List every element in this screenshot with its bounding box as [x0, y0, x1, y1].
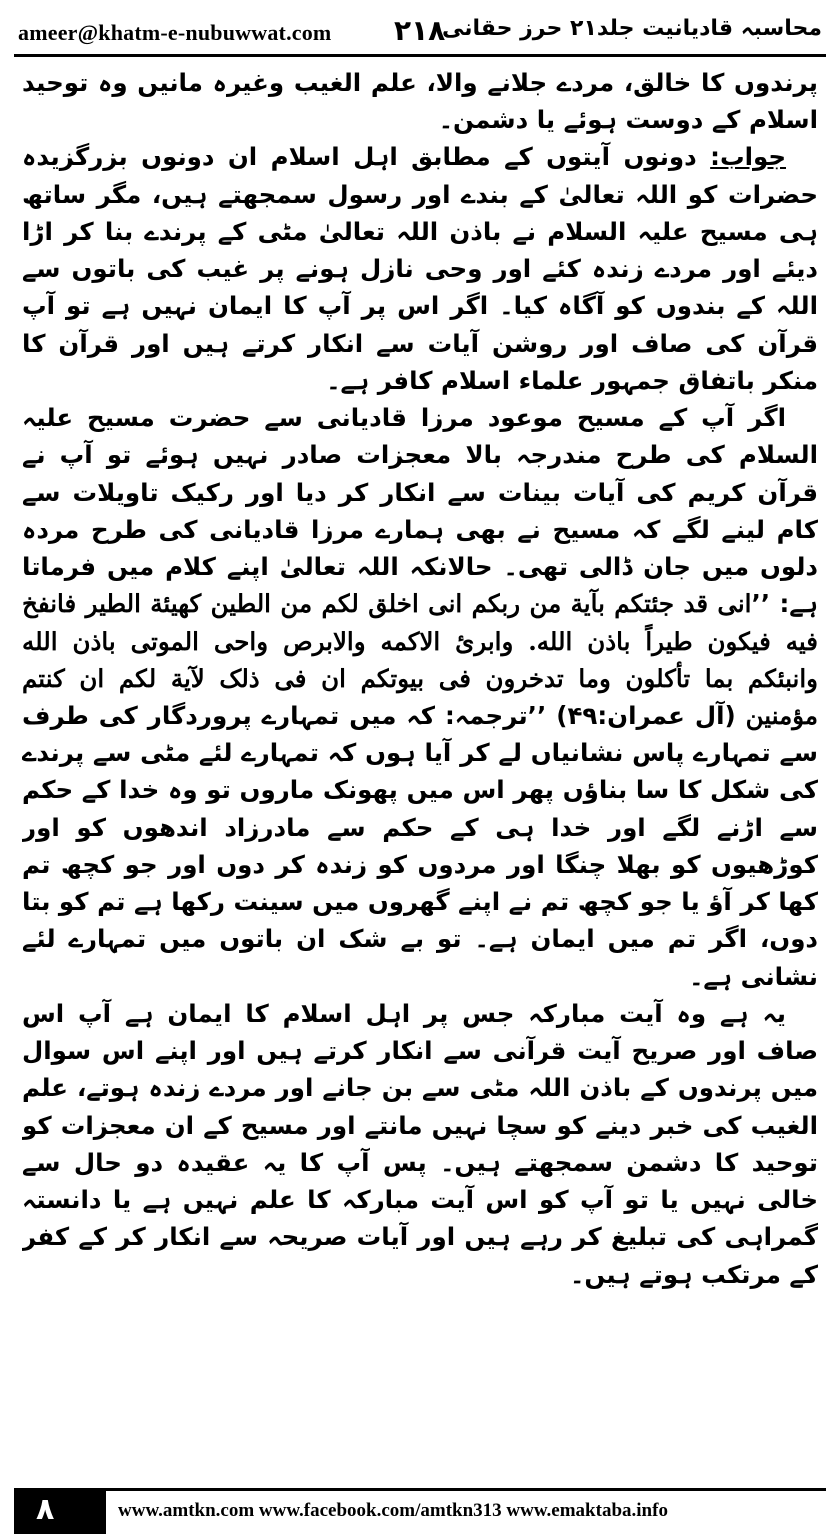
header-divider [14, 54, 826, 57]
paragraph-3 [22, 399, 818, 995]
quran-verse: انی قد جئتکم بآیة من ربکم انی اخلق لکم من الطین کهیئة الطیر فانفخ فیه فیکون طیراً باذن الله. وابرئ الاکمه والابرص واحی الموتی باذن الله وانبئکم بما تأکلون وما تدخرون فی بیوتکم ان فی ذلک لآیة لکم ان کنتم مؤمنین [22, 589, 818, 730]
page-header [14, 14, 826, 50]
verse-reference: (آل عمران:۴۹) [556, 700, 746, 730]
paragraph-3-translation: ’’ترجمہ: کہ میں تمہارے پروردگار کی طرف سے تمہارے پاس نشانیاں لے کر آیا ہوں کہ تمہارے لئے مٹی سے پرندے کی شکل کا سا بناؤں پھر اس میں پھونک ماروں تو وہ خدا کے حکم سے اڑنے لگے اور خدا ہی کے حکم سے مادرزاد اندھوں کو اور کوڑھیوں کو بھلا چنگا اور مردوں کو زندہ کر دوں اور جو کچھ تم کھا کر آؤ یا جو کچھ تم نے اپنے گھروں میں سینت رکھا ہے تم کو بتا دوں، اگر تم میں ایمان ہے۔ تو بے شک ان باتوں میں تمہارے لئے نشانی ہے۔ [22, 700, 818, 991]
page-number: ۸ [36, 1492, 55, 1527]
paragraph-2-text: دونوں آیتوں کے مطابق اہل اسلام ان دونوں بزرگزیدہ حضرات کو اللہ تعالیٰ کے بندے اور رسول سمجھتے ہیں، مگر ساتھ ہی مسیح علیہ السلام نے باذن اللہ تعالیٰ مٹی کے پرندے بنا کر اڑا دیئے اور مردے زندہ کئے اور وحی نازل ہونے پر غیب کی باتوں سے اللہ کے بندوں کو آگاہ کیا۔ اگر اس پر آپ کا ایمان نہیں ہے تو آپ قرآن کی صاف اور روشن آیات سے انکار کرتے ہیں اور قرآن کا منکر باتفاق جمہور علماء اسلام کافر ہے۔ [22, 142, 818, 395]
page-number-box [14, 1491, 106, 1534]
paragraph-1-text: پرندوں کا خالق، مردے جلانے والا، علم الغیب وغیرہ مانیں وہ توحید اسلام کے دوست ہوئے یا دشمن۔ [22, 68, 818, 135]
paragraph-2 [22, 138, 818, 399]
body-text [22, 64, 818, 1454]
paragraph-4-text: یہ ہے وہ آیت مبارکہ جس پر اہل اسلام کا ایمان ہے آپ اس صاف اور صریح آیت قرآنی سے انکار کرتے ہیں اور اپنے اس سوال میں پرندوں کے باذن اللہ مٹی سے بن جانے اور مردے زندہ ہوتے، علم الغیب کی خبر دینے کو سچا نہیں مانتے اور مسیح کے ان معجزات کو توحید کا دشمن سمجھتے ہیں۔ پس آپ کا یہ عقیدہ دو حال سے خالی نہیں یا تو آپ کو اس آیت مبارکہ کا علم نہیں ہے یا دانستہ گمراہی کی تبلیغ کر رہے ہیں اور آیات صریحہ سے انکار کر کے کفر کے مرتکب ہوتے ہیں۔ [22, 998, 818, 1289]
page-footer [14, 1488, 826, 1534]
paragraph-4 [22, 995, 818, 1293]
header-book-title: محاسبہ قادیانیت جلد۲۱ حرز حقانی [442, 16, 822, 41]
header-page-number: ۲۱۸ [394, 14, 446, 47]
header-email: ameer@khatm-e-nubuwwat.com [18, 20, 332, 45]
footer-links: www.amtkn.com www.facebook.com/amtkn313 www.emaktaba.info [118, 1500, 668, 1521]
paragraph-1 [22, 64, 818, 138]
paragraph-3-text-a: اگر آپ کے مسیح موعود مرزا قادیانی سے حضرت مسیح علیہ السلام کی طرح مندرجہ بالا معجزات صادر نہیں ہوئے تو آپ نے قرآن کریم کی آیات بینات سے انکار کر دیا اور رکیک تاویلات سے کام لینے لگے کہ مسیح نے بھی ہمارے مرزا قادیانی کی طرح مردہ دلوں میں جان ڈالی تھی۔ حالانکہ اللہ تعالیٰ اپنے کلام میں فرماتا ہے: ’’ [22, 403, 818, 619]
footer-divider [14, 1488, 826, 1491]
answer-label: جواب: [710, 142, 786, 172]
